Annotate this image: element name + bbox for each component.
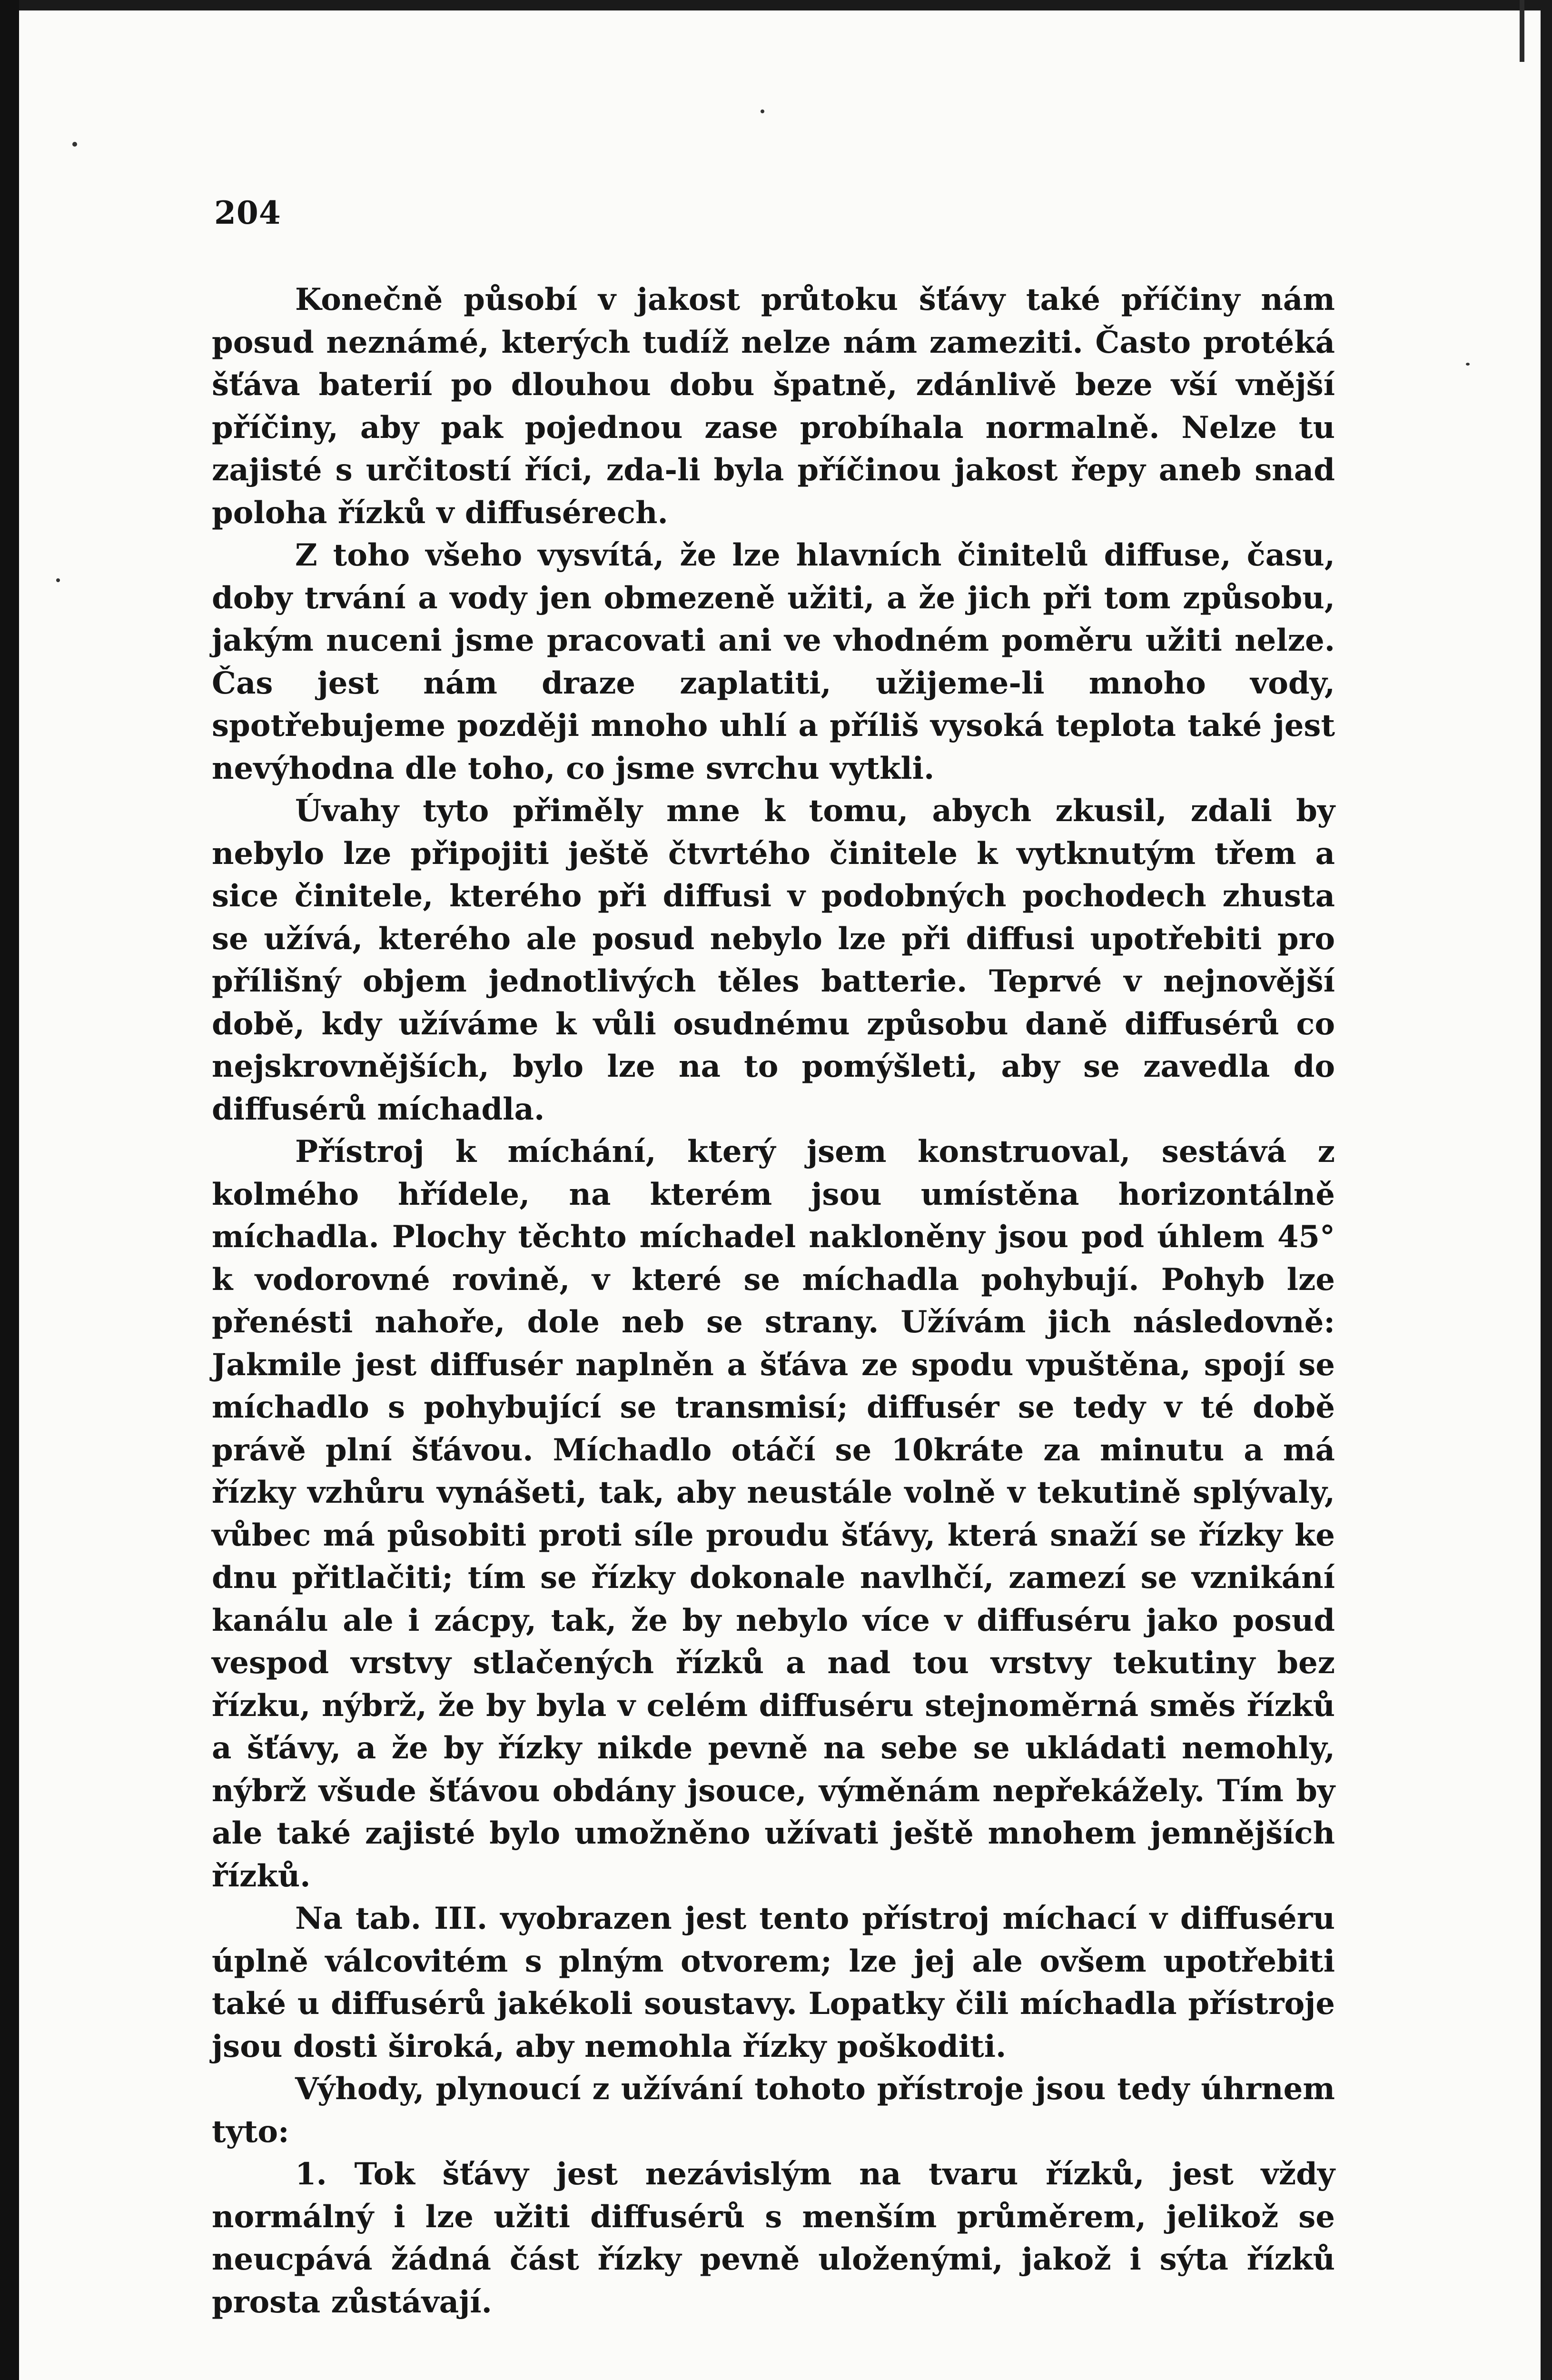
body-text [212,278,1335,2323]
paragraph: Konečně působí v jakost průtoku šťávy také příčiny nám posud neznámé, kterých tudíž nelze nám zameziti. Často protéká šťáva baterií po dlouhou dobu špatně, zdánlivě beze vší vnější příčiny, aby pak pojednou zase probíhala normalně. Nelze tu zajisté s určitostí říci, zda-li byla příčinou jakost řepy aneb snad poloha řízků v diffusérech. [212,282,1335,531]
scan-speck [1466,363,1470,366]
scan-speck [56,578,60,582]
paragraph: Přístroj k míchání, který jsem konstruoval, sestává z kolmého hřídele, na kterém jsou umístěna horizontálně míchadla. Plochy těchto míchadel nakloněny jsou pod úhlem 45° k vodorovné rovině, v které se míchadla pohybují. Pohyb lze přenésti nahoře, dole neb se strany. Užívám jich následovně: Jakmile jest diffusér naplněn a šťáva ze spodu vpuštěna, spojí se míchadlo s pohybující se transmisí; diffusér se tedy v té době právě plní šťávou. Míchadlo otáčí se 10kráte za minutu a má řízky vzhůru vynášeti, tak, aby neustále volně v tekutině splývaly, vůbec má působiti proti síle proudu šťávy, která snaží se řízky ke dnu přitlačiti; tím se řízky dokonale navlhčí, zamezí se vznikání kanálu ale i zácpy, tak, že by nebylo více v diffuséru jako posud vespod vrstvy stlačených řízků a nad tou vrstvy tekutiny bez řízku, nýbrž, že by byla v celém diffuséru stejnoměrná směs řízků a šťávy, a že by řízky nikde pevně na sebe se ukládati nemohly, nýbrž všude šťávou obdány jsouce, výměnám nepřekážely. Tím by ale také zajisté bylo umožněno užívati ještě mnohem jemnějších řízků. [212,1134,1335,1894]
scan-speck [72,142,77,147]
paragraph: Z toho všeho vysvítá, že lze hlavních činitelů diffuse, času, doby trvání a vody jen obmezeně užiti, a že jich při tom způsobu, jakým nuceni jsme pracovati ani ve vhodném poměru užiti nelze. Čas jest nám draze zaplatiti, užijeme-li mnoho vody, spotřebujeme později mnoho uhlí a příliš vysoká teplota také jest nevýhodna dle toho, co jsme svrchu vytkli. [212,537,1335,786]
paragraph: Úvahy tyto přiměly mne k tomu, abych zkusil, zdali by nebylo lze připojiti ještě čtvrtého činitele k vytknutým třem a sice činitele, kterého při diffusi v podobných pochodech zhusta se užívá, kterého ale posud nebylo lze při diffusi upotřebiti pro přílišný objem jednotlivých těles batterie. Teprvé v nejnovější době, kdy užíváme k vůli osudnému způsobu daně diffusérů co nejskrovnějších, bylo lze na to pomýšleti, aby se zavedla do diffusérů míchadla. [212,793,1335,1127]
scan-edge-right [1541,0,1552,2380]
paragraph: 1. Tok šťávy jest nezávislým na tvaru řízků, jest vždy normálný i lze užiti diffusérů s menším průměrem, jelikož se neucpává žádná část řízky pevně uloženými, jakož i sýta řízků prosta zůstávají. [212,2156,1335,2320]
scan-edge-mark [1520,0,1524,62]
scan-edge-left [0,0,19,2380]
page-number: 204 [214,194,281,231]
scan-edge-top [0,0,1552,10]
scan-speck [761,109,764,113]
paragraph: Výhody, plynoucí z užívání tohoto přístroje jsou tedy úhrnem tyto: [212,2071,1335,2150]
paragraph: Na tab. III. vyobrazen jest tento přístroj míchací v diffuséru úplně válcovitém s plným otvorem; lze jej ale ovšem upotřebiti také u diffusérů jakékoli soustavy. Lopatky čili míchadla přístroje jsou dosti široká, aby nemohla řízky poškoditi. [212,1901,1335,2064]
